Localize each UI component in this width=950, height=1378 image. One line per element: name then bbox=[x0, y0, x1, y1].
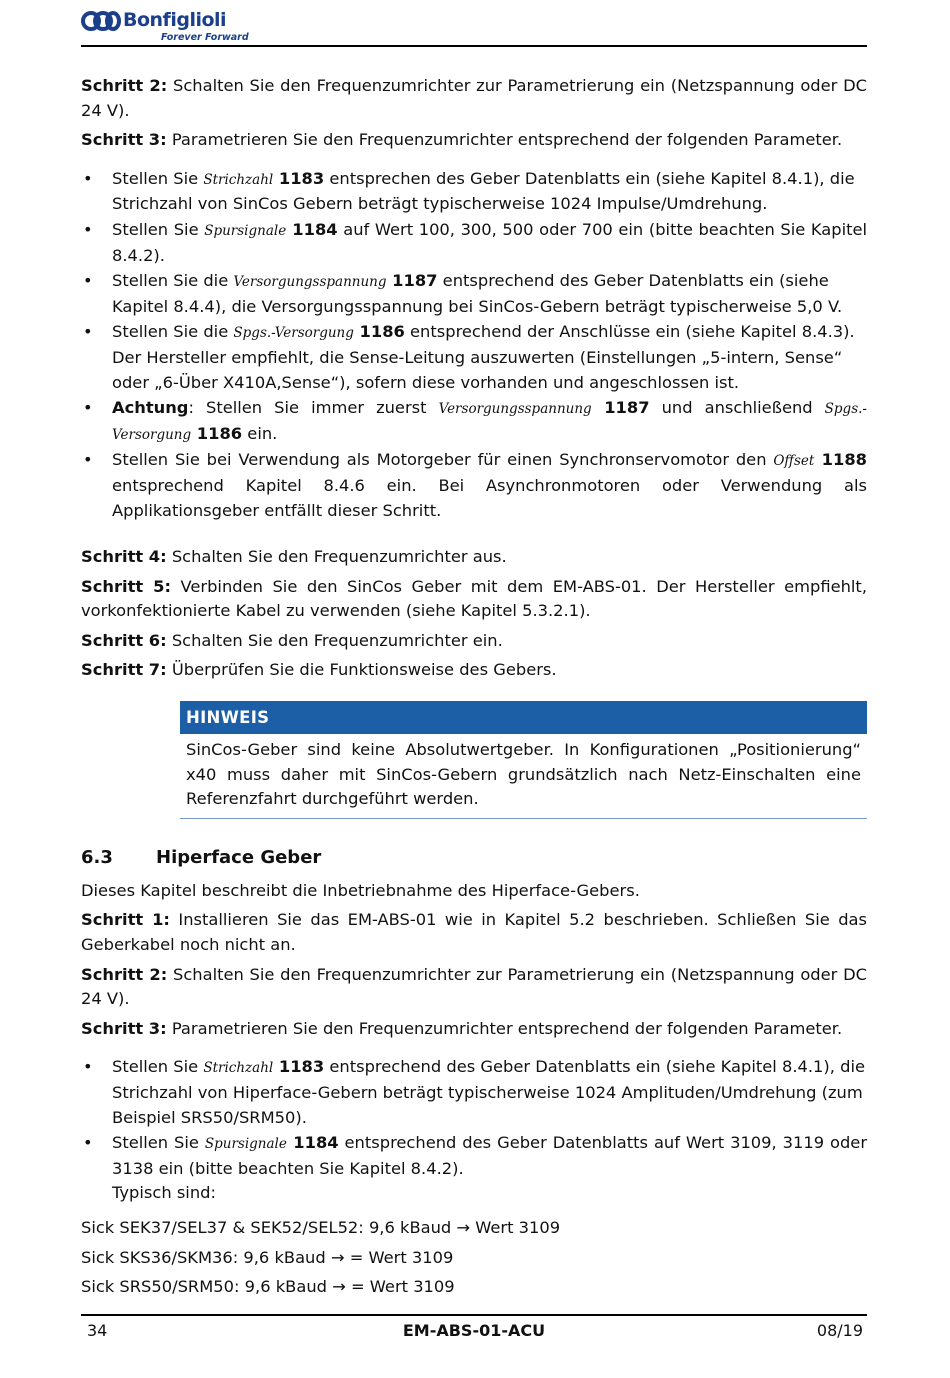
list-item: • Stellen Sie Spursignale 1184 entsprechend des Geber Datenblatts auf Wert 3109, 3119 oder 3138 ein (bitte beachten Sie Kapitel 8.4.2). Typisch sind: bbox=[81, 1131, 867, 1206]
note-box bbox=[180, 701, 867, 819]
brand-name: Bonfiglioli bbox=[123, 9, 227, 31]
list-item: • Stellen Sie Strichzahl 1183 entsprechend des Geber Datenblatts ein (siehe Kapitel 8.4.1), die Strichzahl von Hiperface-Gebern beträgt typischerweise 1024 Amplituden/Umdrehung (zum Beispiel SRS50/SRM50). bbox=[81, 1055, 867, 1130]
step-2: Schritt 2: Schalten Sie den Frequenzumrichter zur Parametrierung ein (Netzspannung oder DC 24 V). bbox=[81, 76, 868, 120]
list-item: • Stellen Sie die Spgs.-Versorgung 1186 entsprechend der Anschlüsse ein (siehe Kapitel 8.4.3). Der Hersteller empfiehlt, die Sense-Leitung auszuwerten (Einstellungen „5-intern, Sense“ oder „6-Über X410A,Sense“), sofern diese vorhanden und angeschlossen ist. bbox=[81, 320, 867, 395]
page-content bbox=[81, 74, 867, 1300]
footer-rule bbox=[81, 1314, 867, 1316]
note-text: SinCos-Geber sind keine Absolutwertgeber. In Konfigurationen „Positionierung“ x40 muss daher mit SinCos-Gebern grundsätzlich nach Netz-Einschalten eine Referenzfahrt durchgeführt werden. bbox=[186, 740, 861, 809]
parameter-list bbox=[81, 167, 867, 523]
brand-tagline: Forever Forward bbox=[161, 32, 249, 43]
section-heading bbox=[81, 845, 867, 871]
step-6: Schritt 6: Schalten Sie den Frequenzumrichter ein. bbox=[81, 630, 503, 650]
list-item: • Stellen Sie bei Verwendung als Motorgeber für einen Synchronservomotor den Offset 1188 entsprechend Kapitel 8.4.6 ein. Bei Asynchronmotoren oder Verwendung als Applikationsgeber entfällt dieser Schritt. bbox=[81, 448, 867, 523]
list-item: • Achtung: Stellen Sie immer zuerst Versorgungsspannung 1187 und anschließend Spgs.-Versorgung 1186 ein. bbox=[81, 396, 867, 447]
bonfiglioli-logo-icon bbox=[81, 10, 121, 34]
step-5: Schritt 5: Verbinden Sie den SinCos Geber mit dem EM-ABS-01. Der Hersteller empfiehlt, vorkonfektionierte Kabel zu verwenden (siehe Kapitel 5.3.2.1). bbox=[81, 576, 867, 621]
example-line: Sick SEK37/SEL37 & SEK52/SEL52: 9,6 kBaud → Wert 3109 bbox=[81, 1217, 561, 1237]
section-title: Hiperface Geber bbox=[156, 846, 322, 868]
example-line: Sick SRS50/SRM50: 9,6 kBaud → = Wert 3109 bbox=[81, 1277, 455, 1297]
example-line: Sick SKS36/SKM36: 9,6 kBaud → = Wert 3109 bbox=[81, 1247, 454, 1267]
document-date: 08/19 bbox=[816, 1321, 863, 1340]
section-intro: Dieses Kapitel beschreibt die Inbetriebnahme des Hiperface-Gebers. bbox=[81, 880, 640, 900]
hiperface-step-1: Schritt 1: Installieren Sie das EM-ABS-01 wie in Kapitel 5.2 beschrieben. Schließen Sie das Geberkabel noch nicht an. bbox=[81, 910, 867, 955]
page-header bbox=[81, 8, 867, 46]
list-item: • Stellen Sie Strichzahl 1183 entsprechen des Geber Datenblatts ein (siehe Kapitel 8.4.1), die Strichzahl von SinCos Gebern beträgt typischerweise 1024 Impulse/Umdrehung. bbox=[81, 167, 867, 217]
hiperface-step-3: Schritt 3: Parametrieren Sie den Frequenzumrichter entsprechend der folgenden Parameter. bbox=[81, 1018, 843, 1038]
step-3: Schritt 3: Parametrieren Sie den Frequenzumrichter entsprechend der folgenden Parameter. bbox=[81, 130, 843, 150]
hiperface-step-2: Schritt 2: Schalten Sie den Frequenzumrichter zur Parametrierung ein (Netzspannung oder DC 24 V). bbox=[81, 964, 868, 1009]
list-item: • Stellen Sie Spursignale 1184 auf Wert 100, 300, 500 oder 700 ein (bitte beachten Sie Kapitel 8.4.2). bbox=[81, 218, 867, 268]
step-7: Schritt 7: Überprüfen Sie die Funktionsweise des Gebers. bbox=[81, 660, 557, 680]
hiperface-parameter-list bbox=[81, 1055, 867, 1206]
header-rule bbox=[81, 45, 867, 47]
document-id: EM-ABS-01-ACU bbox=[402, 1321, 546, 1340]
page-number: 34 bbox=[87, 1321, 108, 1340]
step-4: Schritt 4: Schalten Sie den Frequenzumrichter aus. bbox=[81, 547, 507, 567]
note-title: HINWEIS bbox=[180, 701, 867, 734]
section-number: 6.3 bbox=[81, 846, 113, 868]
list-item: • Stellen Sie die Versorgungsspannung 1187 entsprechend des Geber Datenblatts ein (siehe Kapitel 8.4.4), die Versorgungsspannung bei SinCos-Gebern beträgt typischerweise 5,0 V. bbox=[81, 269, 867, 319]
